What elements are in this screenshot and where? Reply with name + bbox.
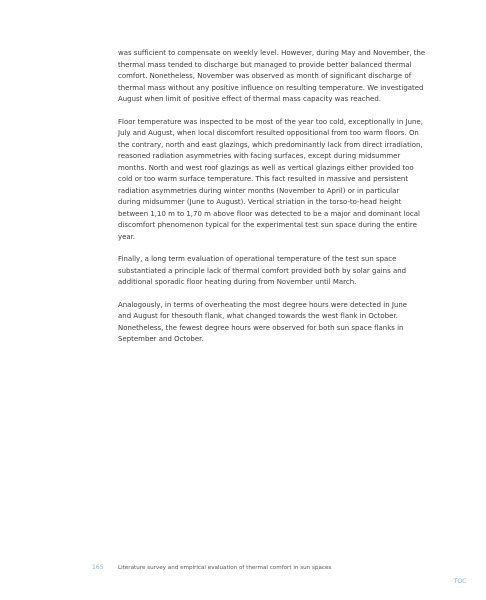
- text-line: radiation asymmetries during winter months (November to April) or in particular: [118, 186, 400, 195]
- text-line: August when limit of positive effect of thermal mass capacity was reached.: [118, 95, 381, 103]
- toc-link[interactable]: [449, 578, 471, 589]
- text-line: Floor temperature was inspected to be most of the year too cold, exceptionally in June,: [118, 117, 423, 126]
- text-line: months. North and west roof glazings as well as vertical glazings either provided too: [118, 163, 414, 172]
- text-line: was sufficient to compensate on weekly level. However, during May and November, the: [118, 49, 426, 57]
- text-line: cold or too warm surface temperature. This fact resulted in massive and persistent: [118, 175, 409, 183]
- text-line: Finally, a long term evaluation of operational temperature of the test sun space: [118, 255, 397, 263]
- page-body: [118, 48, 432, 357]
- toc-label: TOC: [453, 578, 467, 585]
- body-paragraph-2: [118, 117, 432, 244]
- text-line: substantiated a principle lack of thermal comfort provided both by solar gains and: [118, 266, 407, 275]
- body-paragraph-3: [118, 254, 432, 289]
- text-line: additional sporadic floor heating during from November until March.: [118, 278, 357, 286]
- toc-dots: .....: [454, 584, 466, 589]
- text-line: Nonetheless, the fewest degree hours were observed for both sun space flanks in: [118, 323, 404, 332]
- text-line: and August for thesouth flank, what changed towards the west flank in October.: [118, 312, 398, 320]
- text-line: July and August, when local discomfort resulted oppositional from too warm floors. On: [118, 129, 419, 137]
- page-footer: [0, 563, 486, 575]
- text-line: September and October.: [118, 335, 204, 343]
- text-line: Analogously, in terms of overheating the most degree hours were detected in June: [118, 300, 408, 309]
- text-line: discomfort phenomenon typical for the experimental test sun space during the entire: [118, 221, 417, 229]
- text-line: year.: [118, 232, 136, 241]
- text-line: between 1,10 m to 1,70 m above floor was detected to be a major and dominant local: [118, 209, 420, 218]
- text-line: thermal mass tended to discharge but managed to provide better balanced thermal: [118, 60, 412, 69]
- text-line: the contrary, north and east glazings, which predominantly lack from direct irradiation,: [118, 140, 423, 149]
- body-paragraph-4: [118, 300, 432, 346]
- text-line: during midsummer (June to August). Vertical striation in the torso-to-head height: [118, 198, 402, 206]
- text-line: thermal mass without any positive influence on resulting temperature. We investigated: [118, 83, 424, 92]
- text-line: reasoned radiation asymmetries with facing surfaces, except during midsummer: [118, 152, 401, 160]
- page-number: 165: [92, 564, 104, 571]
- body-paragraph-1: [118, 48, 432, 106]
- text-line: comfort. Nonetheless, November was observed as month of significant discharge of: [118, 72, 412, 80]
- running-title: Literature survey and empirical evaluation of thermal comfort in sun spaces: [118, 565, 332, 571]
